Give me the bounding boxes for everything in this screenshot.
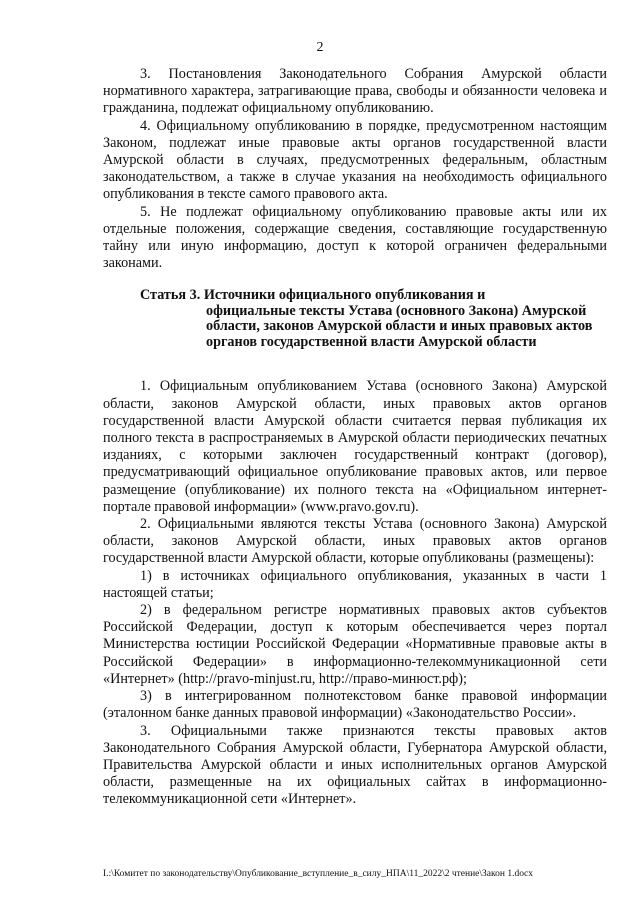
article-title-rest: официальные тексты Устава (основного Закона) Амурской области, законов Амурской области и иных правовых актов органов государственной власти Амурской области [206,302,593,350]
article-label: Статья 3. [140,287,201,304]
paragraph: 3) в интегрированном полнотекстовом банке правовой информации (эталонном банке данных правовой информации) «Законодательство России». [103,688,607,722]
article-heading [103,288,607,350]
paragraph: 4. Официальному опубликованию в порядке, предусмотренном настоящим Законом, подлежат иные правовые акты органов государственной власти Амурской области в случаях, предусмотренных федеральным, областным законодательством, а также в случае указания на необходимость официального опубликования в тексте самого правового акта. [103,117,607,203]
article-title-first: Источники официального опубликования и [203,287,486,304]
file-path-footer: I.:\Комитет по законодательству\Опубликование_вступление_в_силу_НПА\11_2022\2 чтение\Закон 1.docx [103,869,533,879]
paragraph: 5. Не подлежат официальному опубликованию правовые акты или их отдельные положения, содержащие сведения, составляющие государственную тайну или иную информацию, доступ к которой ограничен федеральными законами. [103,203,607,272]
paragraph: 2) в федеральном регистре нормативных правовых актов субъектов Российской Федерации, доступ к которым обеспечивается через портал Министерства юстиции Российской Федерации «Нормативные правовые акты в Российской Федерации» в информационно-телекоммуникационной сети «Интернет» (http://pravo-minjust.ru, http://право-минюст.рф); [103,602,607,687]
paragraph: 3. Официальными также признаются тексты правовых актов Законодательного Собрания Амурской области, Губернатора Амурской области, Правительства Амурской области и иных исполнительных органов Амурской области, размещенные на их официальных сайтах в информационно-телекоммуникационной сети «Интернет». [103,722,607,808]
paragraph: 2. Официальными являются тексты Устава (основного Закона) Амурской области, законов Амурской области, иных правовых актов органов государственной власти Амурской области, которые опубликованы (размещены): [103,516,607,567]
paragraph: 1. Официальным опубликованием Устава (основного Закона) Амурской области, законов Амурской области, иных правовых актов органов государственной власти Амурской области считается первая публикация их полного текста в распространяемых в Амурской области периодических печатных изданиях, с которыми заключен государственный контракт (договор), предусматривающий официальное опубликование правовых актов, или первое размещение (опубликование) их полного текста на «Официальном интернет-портале правовой информации» (www.pravo.gov.ru). [103,378,607,515]
document-body [103,66,607,809]
page-number: 2 [316,40,324,55]
paragraph: 3. Постановления Законодательного Собрания Амурской области нормативного характера, затрагивающие права, свободы и обязанности человека и гражданина, подлежат официальному опубликованию. [103,66,607,117]
paragraph: 1) в источниках официального опубликования, указанных в части 1 настоящей статьи; [103,567,607,601]
